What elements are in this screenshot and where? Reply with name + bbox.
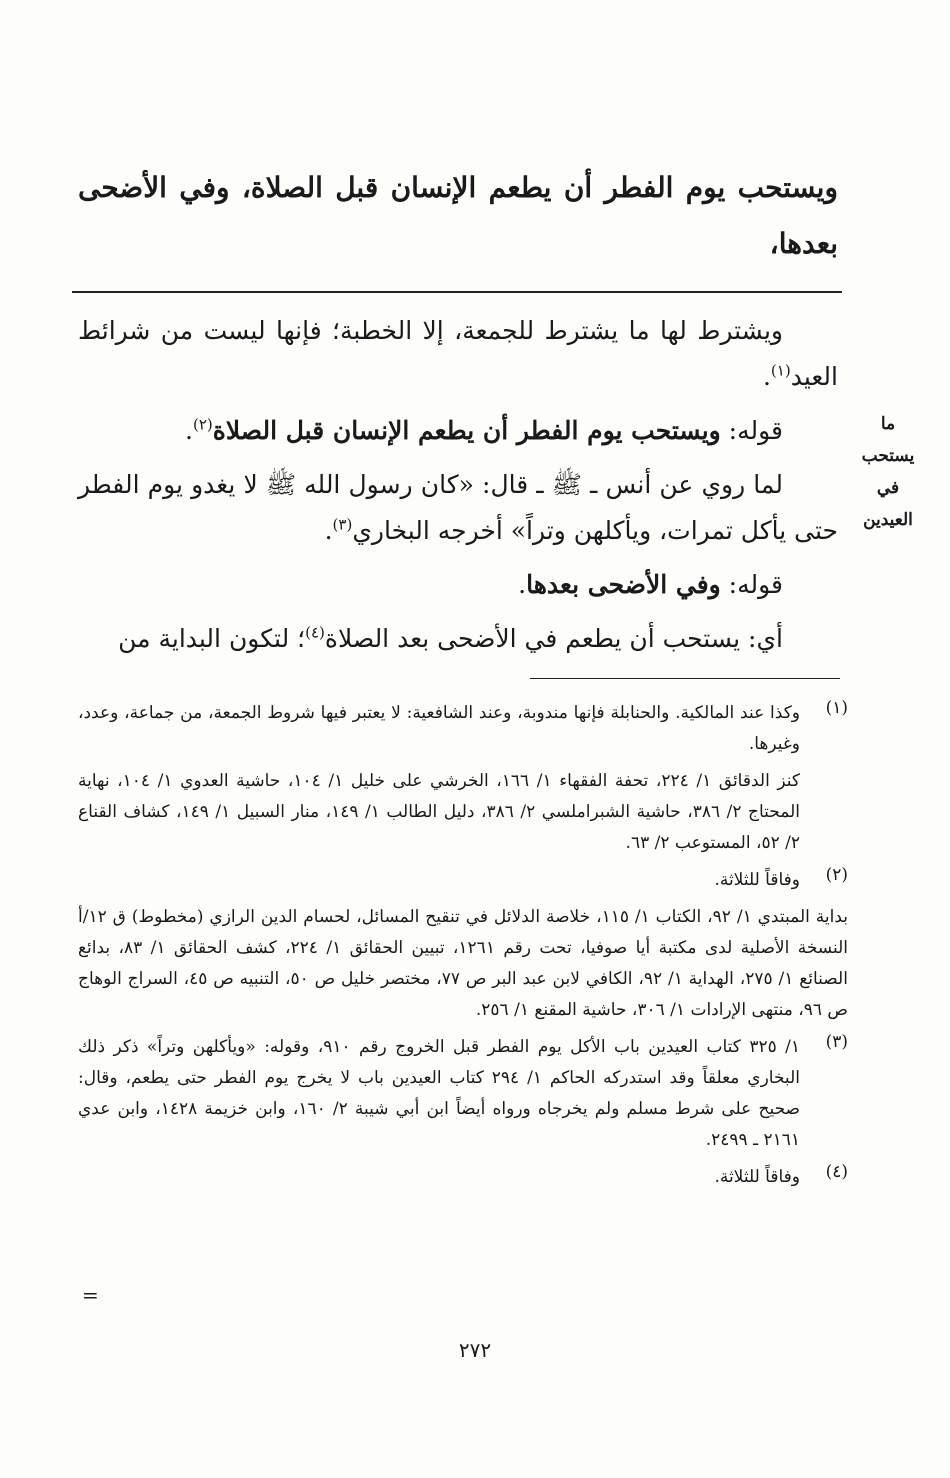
paragraph-1: ويشترط لها ما يشترط للجمعة، إلا الخطبة؛ فإنها ليست من شرائط العيد$^{(١)}$. (78, 316, 838, 391)
footnote-ref-2[interactable]: (٢) (193, 415, 213, 434)
paragraph-5: أي: يستحب أن يطعم في الأضحى بعد الصلاة$^{(٤)}$؛ لتكون البداية من (118, 623, 783, 653)
footnote-number: (٣) (825, 1032, 848, 1052)
footnote-divider (530, 678, 840, 679)
footnote-ref-1[interactable]: (١) (770, 361, 791, 380)
footnote-1: (١) وكذا عند المالكية. والحنابلة فإنها مندوبة، وعند الشافعية: لا يعتبر فيها شروط الجمعة، من جماعة، وعدد، وغيرها. (78, 698, 848, 754)
matn-header (78, 160, 838, 272)
footnote-number: (١) (825, 698, 848, 718)
continuation-mark: = (82, 1283, 99, 1307)
footnote-4: (٤) وفاقاً للثلاثة. (714, 1162, 848, 1187)
footnote-2: (٢) وفاقاً للثلاثة. (714, 865, 848, 890)
footnote-number: (٢) (825, 865, 848, 885)
paragraph-2: قوله: ويستحب يوم الفطر أن يطعم الإنسان قبل الصلاة$^{(٢)}$. (185, 415, 783, 445)
footnote-1-refs: كنز الدقائق ١/ ٢٢٤، تحفة الفقهاء ١/ ١٦٦، الخرشي على خليل ١/ ١٠٤، حاشية العدوي ١/ ١٠٤، نهاية المحتاج ٢/ ٣٨٦، حاشية الشبراملسي ٢/ ٣٨٦، دليل الطالب ١/ ١٤٩، منار السبيل ١/ ١٤٩، كشاف القناع ٢/ ٥٢، المستوعب ٢/ ٦٣. (78, 771, 800, 853)
footnotes (78, 698, 848, 1193)
paragraph-3: لما روي عن أنس ـ ﷺ ـ قال: «كان رسول الله ﷺ لا يغدو يوم الفطر حتى يأكل تمرات، ويأكلهن وتراً» أخرجه البخاري$^{(٣)}$. (78, 470, 838, 545)
commentary-body (78, 308, 838, 662)
footnote-2-refs: بداية المبتدي ١/ ٩٢، الكتاب ١/ ١١٥، خلاصة الدلائل في تنقيح المسائل، لحسام الدين الرازي (مخطوط) ق ١٢/أ النسخة الأصلية لدى مكتبة أيا صوفيا، تحت رقم ١٢٦١، تبيين الحقائق ١/ ٢٢٤، كشف الحقائق ١/ ٨٣، بدائع الصنائع ١/ ٢٧٥، الهداية ١/ ٩٢، الكافي لابن عبد البر ص ٧٧، مختصر خليل ص ٥٠، التنبيه ص ٤٥، السراج الوهاج ص ٩٦، منتهى الإرادات ١/ ٣٠٦، حاشية المقنع ١/ ٢٥٦. (78, 907, 849, 1020)
paragraph-4: قوله: وفي الأضحى بعدها. (518, 570, 783, 599)
header-divider (72, 291, 842, 293)
quoted-matn: ويستحب يوم الفطر أن يطعم الإنسان قبل الصلاة (212, 416, 721, 445)
footnote-3: (٣) ١/ ٣٢٥ كتاب العيدين باب الأكل يوم الفطر قبل الخروج رقم ٩١٠، وقوله: «ويأكلهن وتراً» ذكر ذلك البخاري معلقاً وقد استدركه الحاكم ١/ ٢٩٤ كتاب العيدين باب لا يخرج يوم الفطر حتى يطعم، وقال: صحيح على شرط مسلم ولم يخرجاه ورواه أيضاً ابن أبي شيبة ٢/ ١٦٠، وابن خزيمة ١٤٢٨، وابن عدي ٢١٦١ ـ ٢٤٩٩. (78, 1032, 848, 1150)
matn-header-text: ويستحب يوم الفطر أن يطعم الإنسان قبل الصلاة، وفي الأضحى بعدها، (78, 171, 838, 260)
footnote-number: (٤) (825, 1162, 848, 1182)
footnote-ref-3[interactable]: (٣) (332, 515, 353, 534)
footnote-ref-4[interactable]: (٤) (305, 623, 325, 642)
page-number: ٢٧٢ (458, 1338, 492, 1362)
margin-heading: ما يستحب في العيدين (861, 414, 915, 530)
quoted-matn: وفي الأضحى بعدها (526, 570, 721, 599)
